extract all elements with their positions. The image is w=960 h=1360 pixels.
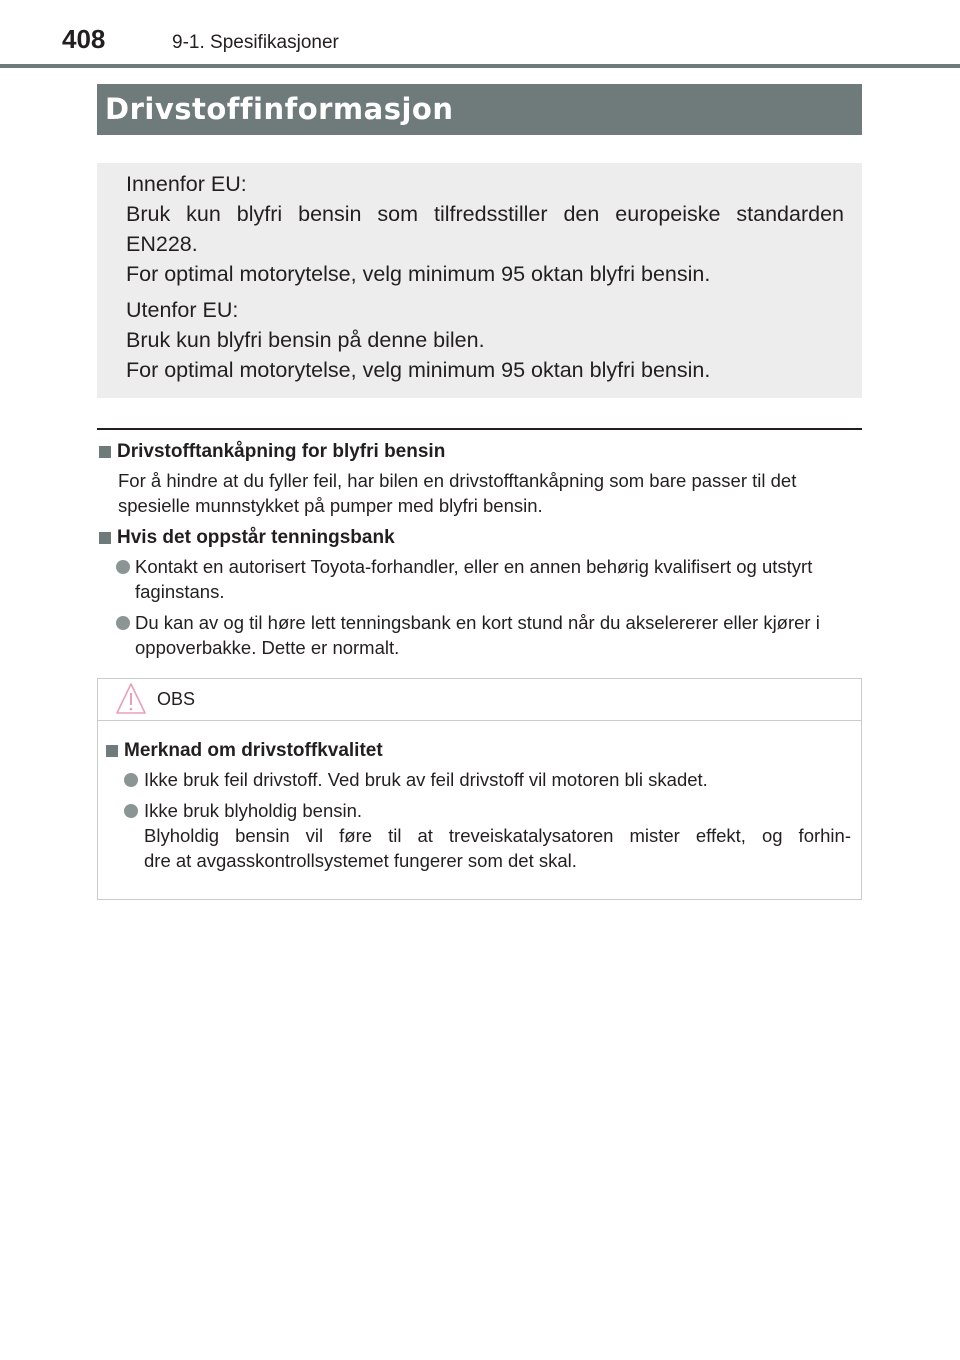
notice-label: OBS (157, 689, 196, 709)
round-bullet-icon (124, 773, 138, 787)
header-rule (0, 64, 960, 68)
notice-header (98, 679, 861, 721)
list-item (97, 554, 862, 604)
square-bullet-icon (99, 446, 111, 458)
section-divider (97, 428, 862, 430)
section-heading-text: Drivstofftankåpning for blyfri bensin (117, 441, 446, 462)
non-eu-label: Utenfor EU: (126, 298, 239, 322)
square-bullet-icon (106, 745, 118, 757)
notice-heading-text: Merknad om drivstoffkvalitet (124, 740, 383, 761)
eu-line-3: For optimal motorytelse, velg minimum 95 oktan blyfri bensin. (126, 262, 711, 286)
section-reference: 9-1. Spesifikasjoner (172, 32, 339, 53)
page-title: Drivstoffinformasjon (105, 92, 454, 126)
title-bar (97, 84, 862, 135)
notice-heading (104, 739, 851, 763)
main-content (97, 440, 862, 666)
eu-label: Innenfor EU: (126, 172, 247, 196)
non-eu-line-2: For optimal motorytelse, velg minimum 95 oktan blyfri bensin. (126, 358, 711, 382)
non-eu-line-1: Bruk kun blyfri bensin på denne bilen. (126, 328, 485, 352)
list-item-text: Ikke bruk feil drivstoff. Ved bruk av feil drivstoff vil motoren bli skadet. (144, 769, 708, 790)
notice-box (97, 678, 862, 900)
list-item (104, 767, 851, 792)
round-bullet-icon (116, 560, 130, 574)
list-item-line: dre at avgasskontrollsystemet fungerer som det skal. (144, 850, 577, 871)
square-bullet-icon (99, 532, 111, 544)
section-heading (97, 526, 862, 550)
section-heading (97, 440, 862, 464)
list-item-line: Blyholdig bensin vil føre til at treveiskatalysatoren mister effekt, og forhin- (144, 825, 851, 846)
warning-triangle-icon (115, 682, 147, 716)
list-item-text: Kontakt en autorisert Toyota-forhandler, eller en annen behørig kvalifisert og utstyrt faginstans. (135, 556, 813, 602)
section-paragraph: For å hindre at du fyller feil, har bilen en drivstofftankåpning som bare passer til det spesielle munnstykket på pumper med blyfri bensin. (118, 470, 797, 516)
round-bullet-icon (124, 804, 138, 818)
notice-body (98, 721, 861, 873)
list-item (97, 610, 862, 660)
page-number: 408 (62, 24, 106, 54)
section-heading-text: Hvis det oppstår tenningsbank (117, 527, 395, 548)
eu-line-1: Bruk kun blyfri bensin som tilfredsstiller den europeiske standarden (126, 202, 844, 226)
round-bullet-icon (116, 616, 130, 630)
list-item-text: Du kan av og til høre lett tenningsbank en kort stund når du akselererer eller kjører i oppoverbakke. Dette er normalt. (135, 612, 820, 658)
list-item (104, 798, 851, 873)
eu-line-2: EN228. (126, 232, 198, 256)
fuel-info-box (97, 163, 862, 398)
list-item-line: Ikke bruk blyholdig bensin. (144, 800, 363, 821)
